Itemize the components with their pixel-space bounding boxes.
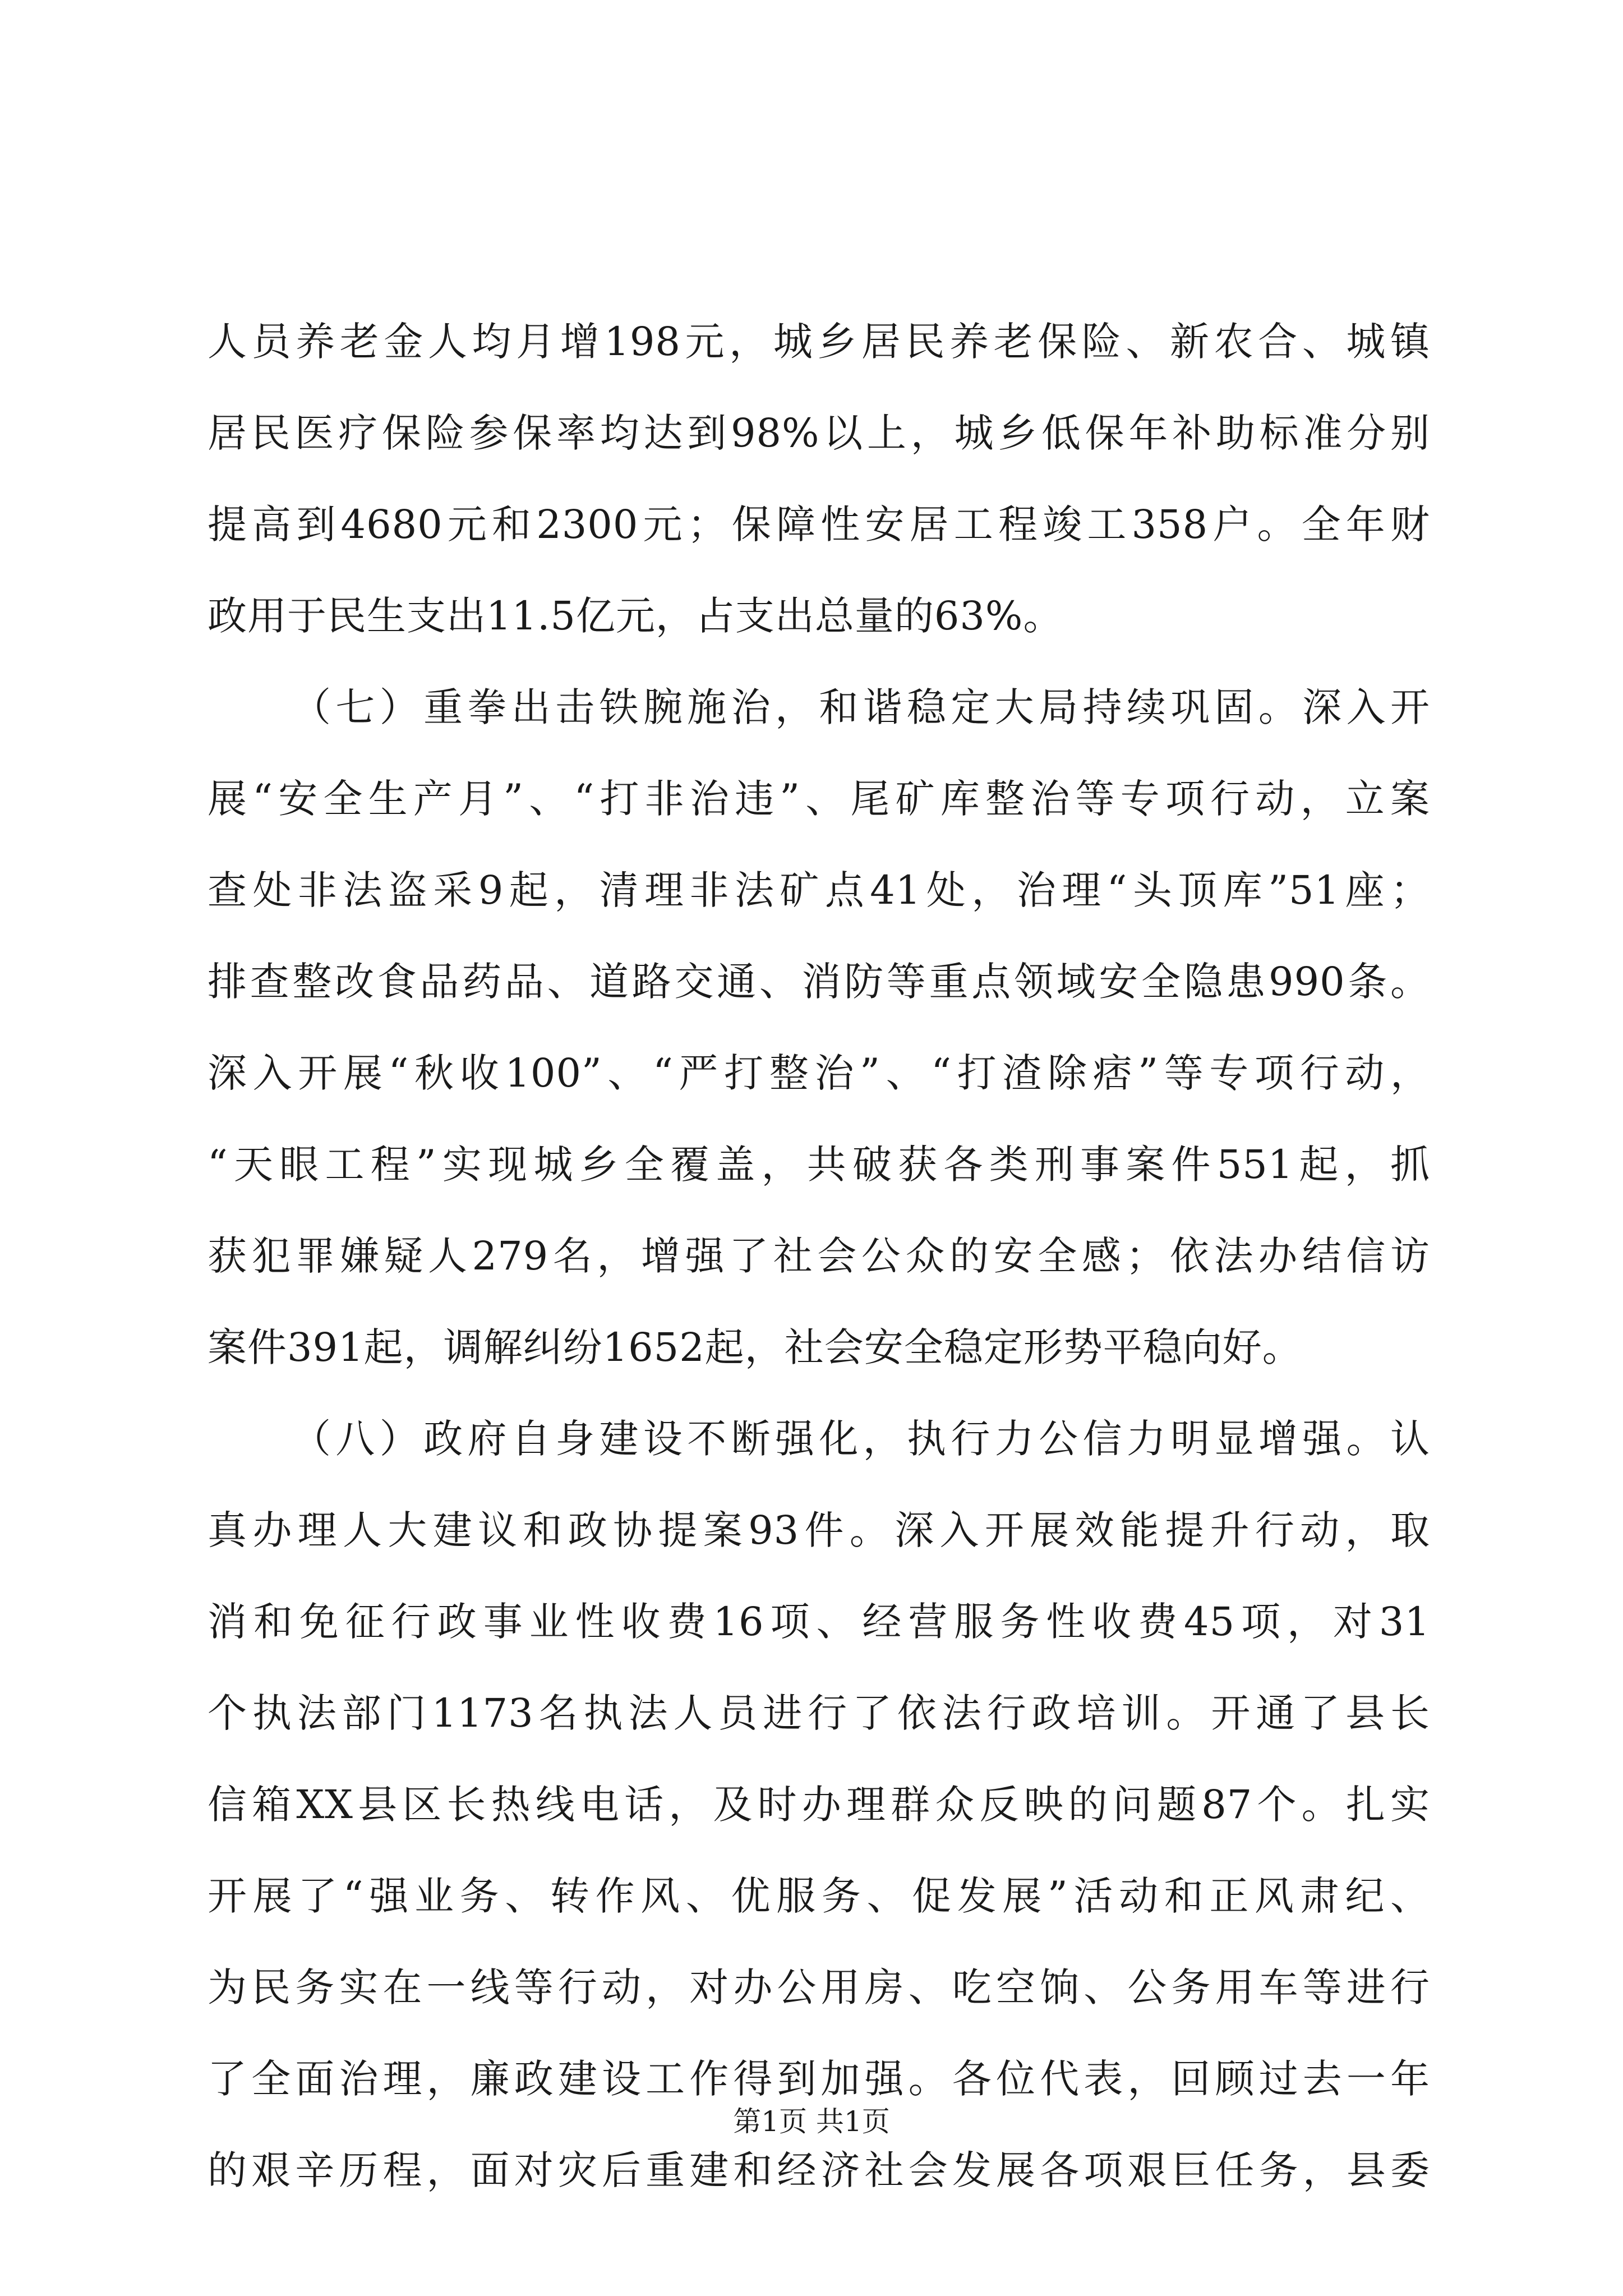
text-line: 提高到4680元和2300元；保障性安居工程竣工358户。全年财 [208, 501, 1430, 547]
text-line: 信箱XX县区长热线电话，及时办理群众反映的问题87个。扎实 [208, 1782, 1430, 1828]
text-line: 了全面治理，廉政建设工作得到加强。各位代表，回顾过去一年 [208, 2056, 1430, 2102]
text-line: “天眼工程”实现城乡全覆盖，共破获各类刑事案件551起，抓 [208, 1142, 1430, 1188]
text-line: 案件391起，调解纠纷1652起，社会安全稳定形势平稳向好。 [208, 1324, 1302, 1370]
text-line: 居民医疗保险参保率均达到98%以上，城乡低保年补助标准分别 [208, 410, 1430, 456]
text-line: 真办理人大建议和政协提案93件。深入开展效能提升行动，取 [208, 1507, 1430, 1553]
text-line: 排查整改食品药品、道路交通、消防等重点领域安全隐患990条。 [208, 959, 1430, 1005]
text-line: 消和免征行政事业性收费16项、经营服务性收费45项，对31 [208, 1599, 1430, 1645]
text-line: 深入开展“秋收100”、“严打整治”、“打渣除痞”等专项行动， [208, 1050, 1430, 1096]
text-line: 人员养老金人均月增198元，城乡居民养老保险、新农合、城镇 [208, 319, 1430, 365]
text-line: 的艰辛历程，面对灾后重建和经济社会发展各项艰巨任务，县委 [208, 2147, 1430, 2193]
text-line: 开展了“强业务、转作风、优服务、促发展”活动和正风肃纪、 [208, 1873, 1430, 1919]
page-number-label: 第1页 共1页 [733, 2105, 890, 2138]
paragraph-heading-line: （七）重拳出击铁腕施治，和谐稳定大局持续巩固。深入开 [292, 684, 1430, 730]
page-footer [0, 2099, 1623, 2144]
text-line: 查处非法盗采9起，清理非法矿点41处，治理“头顶库”51座； [208, 867, 1430, 913]
document-body [208, 296, 1430, 2216]
text-line: 为民务实在一线等行动，对办公用房、吃空饷、公务用车等进行 [208, 1964, 1430, 2010]
text-line: 展“安全生产月”、“打非治违”、尾矿库整治等专项行动，立案 [208, 776, 1430, 822]
text-line: 政用于民生支出11.5亿元，占支出总量的63%。 [208, 593, 1063, 639]
text-line: 个执法部门1173名执法人员进行了依法行政培训。开通了县长 [208, 1690, 1430, 1736]
text-line: 获犯罪嫌疑人279名，增强了社会公众的安全感；依法办结信访 [208, 1233, 1430, 1279]
paragraph-heading-line: （八）政府自身建设不断强化，执行力公信力明显增强。认 [292, 1416, 1430, 1462]
